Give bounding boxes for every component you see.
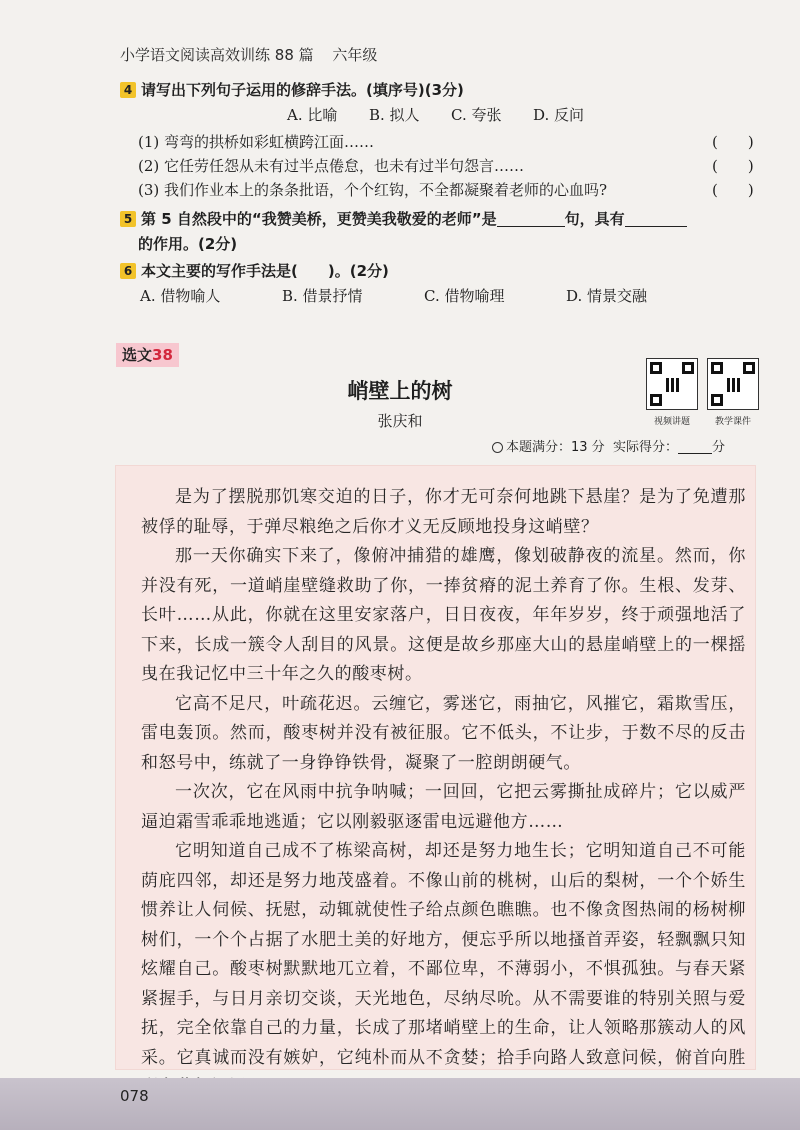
q4-item-1: (1) 弯弯的拱桥如彩虹横跨江面…… bbox=[138, 133, 375, 151]
question-number-4: 4 bbox=[120, 82, 136, 98]
q6-option-b[interactable]: B. 借景抒情 bbox=[282, 287, 363, 305]
q4-option-c: C. 夸张 bbox=[451, 106, 502, 124]
q4-answer-paren-1[interactable]: ( ) bbox=[712, 133, 754, 151]
video-qr-code[interactable] bbox=[646, 358, 698, 410]
page-number: 078 bbox=[120, 1087, 149, 1105]
question-6-prompt: 本文主要的写作手法是( )。(2分) bbox=[141, 262, 389, 280]
section-label: 选文 bbox=[122, 346, 153, 364]
courseware-qr-caption: 教学课件 bbox=[714, 417, 751, 427]
grade-label: 六年级 bbox=[332, 46, 378, 64]
q4-option-b: B. 拟人 bbox=[369, 106, 420, 124]
q4-option-a: A. 比喻 bbox=[287, 106, 338, 124]
passage-paragraph-4: 一次次，它在风雨中抗争呐喊；一回回，它把云雾撕扯成碎片；它以威严逼迫霜雪乖乖地逃遁；它以刚毅驱逐雷电远避他方…… bbox=[141, 782, 746, 832]
q4-answer-paren-3[interactable]: ( ) bbox=[712, 181, 754, 199]
question-6-options bbox=[140, 285, 647, 307]
q6-option-d[interactable]: D. 情景交融 bbox=[566, 287, 648, 305]
full-score: 本题满分：13 分 bbox=[506, 440, 605, 455]
actual-score-blank[interactable] bbox=[678, 441, 712, 454]
video-qr-caption: 视频讲题 bbox=[653, 417, 690, 427]
question-4 bbox=[120, 78, 464, 102]
passage-paragraph-1: 是为了摆脱那饥寒交迫的日子，你才无可奈何地跳下悬崖？是为了免遭那被俘的耻辱，于弹尽粮绝之后你才义无反顾地投身这峭壁？ bbox=[141, 487, 746, 537]
section-tag bbox=[116, 343, 179, 367]
q6-option-a[interactable]: A. 借物喻人 bbox=[140, 287, 221, 305]
q4-item-3: (3) 我们作业本上的条条批语，个个红钩，不全都凝聚着老师的心血吗? bbox=[138, 181, 608, 199]
passage-paragraph-3: 它高不足尺，叶疏花迟。云缠它，雾迷它，雨抽它，风摧它，霜欺雪压，雷电轰顶。然而，酸枣树并没有被征服。它不低头，不让步，于数不尽的反击和怒号中，练就了一身铮铮铁骨，凝聚了一腔朗朗硬气。 bbox=[141, 693, 746, 773]
article-title: 峭壁上的树 bbox=[347, 379, 453, 403]
question-number-5: 5 bbox=[120, 211, 136, 227]
question-5-cont bbox=[138, 232, 237, 256]
question-5-part1: 第 5 自然段中的“我赞美桥，更赞美我敬爱的老师”是 bbox=[141, 210, 497, 228]
courseware-qr-code[interactable] bbox=[707, 358, 759, 410]
question-4-prompt: 请写出下列句子运用的修辞手法。(填序号)(3分) bbox=[141, 81, 464, 99]
score-unit: 分 bbox=[711, 440, 725, 455]
question-5-part3: 的作用。(2分) bbox=[138, 235, 238, 253]
q4-option-d: D. 反问 bbox=[533, 106, 585, 124]
passage-paragraph-2: 那一天你确实下来了，像俯冲捕猎的雄鹰，像划破静夜的流星。然而，你并没有死，一道峭崖壁缝救助了你，一捧贫瘠的泥土养育了你。生根、发芽、长叶……从此，你就在这里安家落户，日日夜夜，年年岁岁，终于顽强地活了下来，长成一簇令人刮目的风景。这便是故乡那座大山的悬崖峭壁上的一棵摇曳在我记忆中三十年之久的酸枣树。 bbox=[141, 546, 746, 684]
article-author: 张庆和 bbox=[377, 412, 423, 430]
q4-item-2: (2) 它任劳任怨从未有过半点倦怠，也未有过半句怨言…… bbox=[138, 157, 525, 175]
page-header bbox=[120, 44, 391, 65]
question-number-6: 6 bbox=[120, 263, 136, 279]
section-number: 38 bbox=[152, 346, 173, 364]
score-line bbox=[492, 436, 725, 455]
question-4-options bbox=[287, 104, 584, 126]
question-6 bbox=[120, 259, 389, 283]
question-5 bbox=[120, 207, 687, 231]
q5-answer-blank-1[interactable] bbox=[497, 210, 565, 227]
actual-score-label: 实际得分： bbox=[612, 440, 678, 455]
q5-answer-blank-2[interactable] bbox=[625, 210, 687, 227]
question-5-part2: 句，具有 bbox=[564, 210, 625, 228]
passage-box bbox=[115, 465, 756, 1070]
q6-option-c[interactable]: C. 借物喻理 bbox=[424, 287, 505, 305]
clock-icon bbox=[492, 442, 503, 453]
book-title: 小学语文阅读高效训练 88 篇 bbox=[120, 46, 314, 64]
passage-paragraph-5: 它明知道自己成不了栋梁高树，却还是努力地生长；它明知道自己不可能荫庇四邻，却还是努力地茂盛着。不像山前的桃树，山后的梨树，一个个娇生惯养让人伺候、抚慰，动辄就使性子给点颜色瞧瞧。也不像贪图热闹的杨树柳树们，一个个占据了水肥土美的好地方，便忘乎所以地搔首弄姿，轻飘飘只知炫耀自己。酸枣树默默地兀立着，不鄙位卑，不薄弱小，不惧孤独。与春天紧紧握手，与日月亲切交谈，天光地色，尽纳尽吮。从不需要谁的特别关照与爱抚，完全依靠自己的力量，长成了那堵峭壁上的生命，让人领略那簇动人的风采。它真诚而没有嫉妒，它纯朴而从不贪婪；拾手向路人致意问候，俯首向胜 bbox=[141, 841, 746, 1068]
q4-answer-paren-2[interactable]: ( ) bbox=[712, 157, 754, 175]
